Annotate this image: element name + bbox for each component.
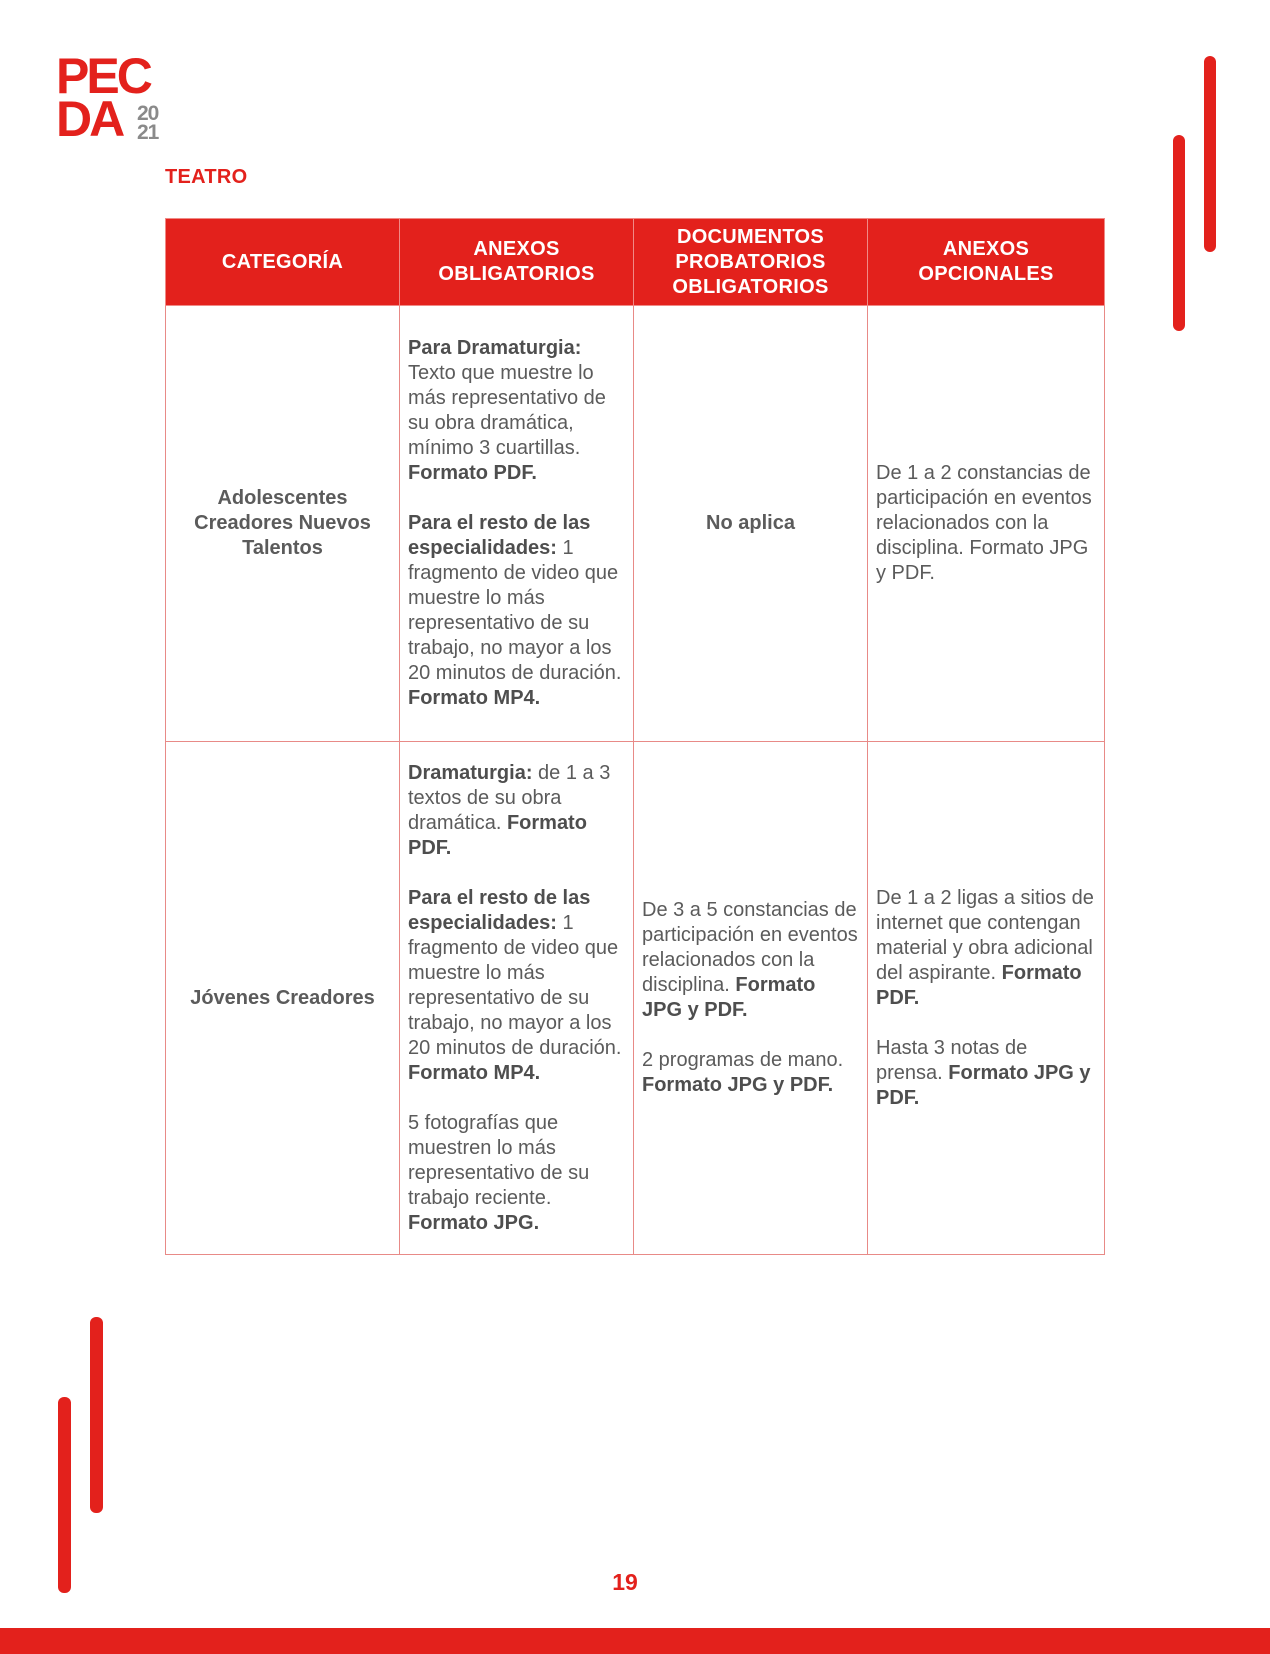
pecda-logo [56, 48, 176, 147]
column-header-anexos-obligatorios: ANEXOS OBLIGATORIOS [400, 219, 634, 306]
format-text: Formato JPG y PDF. [642, 1074, 834, 1096]
column-header-anexos-opcionales: ANEXOS OPCIONALES [868, 219, 1105, 306]
logo-year-bottom: 21 [137, 121, 159, 144]
decorative-bar [1173, 135, 1185, 331]
footer-band [0, 1628, 1270, 1654]
decorative-bar [90, 1317, 103, 1513]
table-row [166, 742, 1105, 1255]
requirement-text: 2 programas de mano. [642, 1049, 844, 1071]
label-bold: Para el resto de las especialidades: [408, 512, 591, 559]
decorative-bar [58, 1397, 71, 1593]
format-text: Formato JPG. [408, 1211, 540, 1234]
anexos-obligatorios-cell [400, 742, 634, 1255]
anexos-opcionales-cell: De 1 a 2 constancias de participación en eventos relacionados con la disciplina. Formato JPG y PDF. [868, 306, 1105, 742]
requirement-text: De 3 a 5 constancias de participación en eventos relacionados con la disciplina. [642, 899, 858, 996]
category-cell: Jóvenes Creadores [166, 742, 400, 1255]
column-header-documentos-probatorios: DOCUMENTOS PROBATORIOS OBLIGATORIOS [634, 219, 868, 306]
documentos-probatorios-cell [634, 742, 868, 1255]
logo-year-top: 20 [137, 102, 159, 125]
requirement-text: 1 fragmento de video que muestre lo más representativo de su trabajo, no mayor a los 20 minutos de duración. [408, 537, 622, 684]
anexos-obligatorios-cell [400, 306, 634, 742]
format-text: Formato MP4. [408, 687, 541, 709]
category-cell: Adolescentes Creadores Nuevos Talentos [166, 306, 400, 742]
requirement-text: Texto que muestre lo más representativo de su obra dramática, mínimo 3 cuartillas. [408, 362, 606, 459]
anexos-opcionales-cell [868, 742, 1105, 1255]
requirement-text: de 1 a 3 textos de su obra dramática. [408, 761, 611, 834]
format-text: Formato PDF. [408, 811, 587, 859]
column-header-categoria: CATEGORÍA [166, 219, 400, 306]
requirements-table [165, 218, 1105, 1255]
label-bold: Para el resto de las especialidades: [408, 886, 591, 934]
section-title: TEATRO [165, 166, 248, 188]
format-text: Formato JPG y PDF. [642, 974, 816, 1021]
logo-text-pec: PEC [56, 48, 150, 104]
format-text: Formato JPG y PDF. [876, 1061, 1091, 1109]
requirement-text: De 1 a 2 ligas a sitios de internet que contengan material y obra adicional del aspirante. [876, 886, 1094, 984]
format-text: Formato PDF. [408, 462, 537, 484]
decorative-bar [1204, 56, 1216, 252]
requirement-text: 1 fragmento de video que muestre lo más representativo de su trabajo, no mayor a los 20 minutos de duración. [408, 911, 622, 1059]
requirement-text: Hasta 3 notas de prensa. [876, 1036, 1028, 1084]
table-row [166, 306, 1105, 742]
table-header-row [166, 219, 1105, 306]
logo-text-da: DA [56, 91, 123, 147]
label-bold: Para Dramaturgia: [408, 337, 582, 359]
label-bold: Dramaturgia: [408, 761, 533, 784]
format-text: Formato MP4. [408, 1061, 541, 1084]
documentos-probatorios-cell: No aplica [634, 306, 868, 742]
format-text: Formato PDF. [876, 961, 1082, 1009]
page-number: 19 [612, 1569, 638, 1595]
requirement-text: 5 fotografías que muestren lo más representativo de su trabajo reciente. [408, 1111, 590, 1209]
